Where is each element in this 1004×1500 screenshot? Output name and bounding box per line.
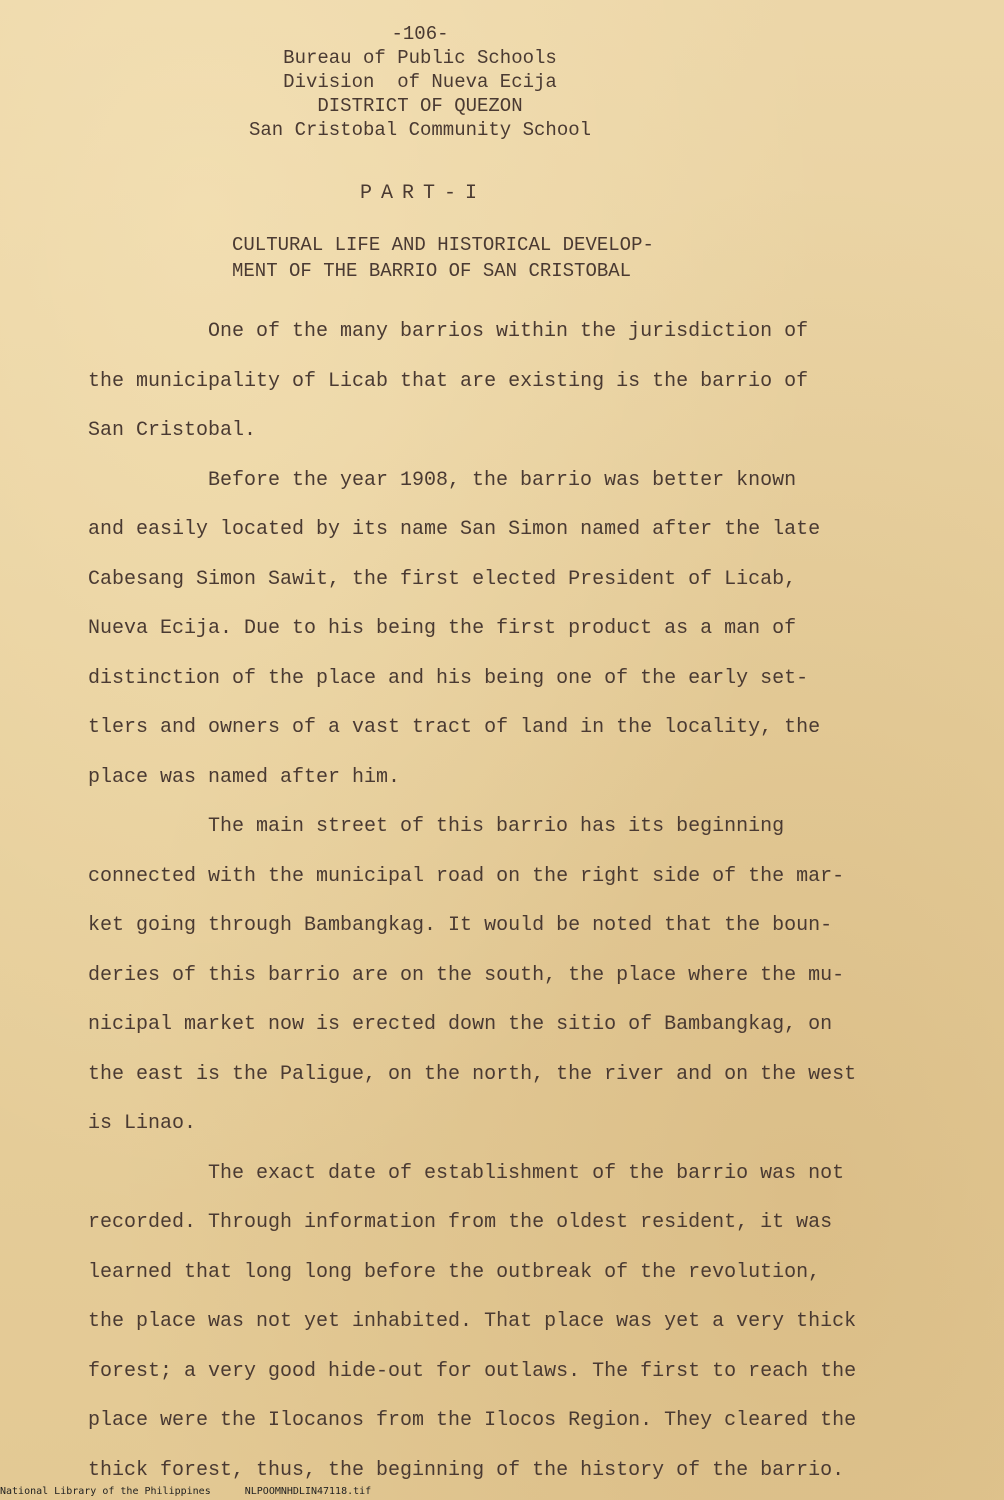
footer-file: NLPOOMNHDLIN47118.tif xyxy=(244,1486,372,1497)
document-header xyxy=(0,22,840,142)
section-title xyxy=(232,232,654,284)
body-line: and easily located by its name San Simon named after the late xyxy=(88,518,821,541)
body-text xyxy=(88,307,888,1495)
body-line: connected with the municipal road on the right side of the mar- xyxy=(88,864,845,888)
header-bureau: Bureau of Public Schools xyxy=(283,47,557,69)
body-line: One of the many barrios within the jurisdiction of xyxy=(208,320,809,343)
body-line: Cabesang Simon Sawit, the first elected President of Licab, xyxy=(88,567,797,591)
part-heading: PART-I xyxy=(360,182,487,205)
body-line: nicipal market now is erected down the sitio of Bambangkag, on xyxy=(88,1013,833,1036)
page-number: -106- xyxy=(391,23,449,45)
header-school: San Cristobal Community School xyxy=(248,119,592,141)
header-division: Division of Nueva Ecija xyxy=(283,71,557,93)
body-line: tlers and owners of a vast tract of land in the locality, the xyxy=(88,716,821,739)
body-line: distinction of the place and his being one of the early set- xyxy=(88,666,809,690)
body-line: The main street of this barrio has its beginning xyxy=(208,815,785,838)
body-line: recorded. Through information from the oldest resident, it was xyxy=(88,1211,833,1234)
body-line: Before the year 1908, the barrio was better known xyxy=(208,468,797,492)
footer-source: National Library of the Philippines xyxy=(0,1486,211,1497)
body-line: the place was not yet inhabited. That place was yet a very thick xyxy=(88,1310,857,1333)
body-line: place were the Ilocanos from the Ilocos Region. They cleared the xyxy=(88,1409,857,1432)
body-line: thick forest, thus, the beginning of the history of the barrio. xyxy=(88,1458,845,1482)
body-line: San Cristobal. xyxy=(88,419,257,442)
body-line: The exact date of establishment of the barrio was not xyxy=(208,1161,845,1185)
section-title-line-1: CULTURAL LIFE AND HISTORICAL DEVELOP- xyxy=(232,234,654,256)
body-line: ket going through Bambangkag. It would be noted that the boun- xyxy=(88,914,833,937)
scan-footer xyxy=(0,1484,1004,1500)
body-line: place was named after him. xyxy=(88,765,401,789)
section-title-line-2: MENT OF THE BARRIO OF SAN CRISTOBAL xyxy=(232,260,632,282)
body-line: forest; a very good hide-out for outlaws. The first to reach the xyxy=(88,1359,857,1383)
body-line: deries of this barrio are on the south, the place where the mu- xyxy=(88,963,845,987)
header-district: DISTRICT OF QUEZON xyxy=(317,95,523,117)
body-line: Nueva Ecija. Due to his being the first product as a man of xyxy=(88,617,797,640)
body-line: the municipality of Licab that are existing is the barrio of xyxy=(88,369,809,393)
body-line: is Linao. xyxy=(88,1112,197,1135)
body-line: the east is the Paligue, on the north, the river and on the west xyxy=(88,1062,857,1086)
body-line: learned that long long before the outbreak of the revolution, xyxy=(88,1260,821,1284)
